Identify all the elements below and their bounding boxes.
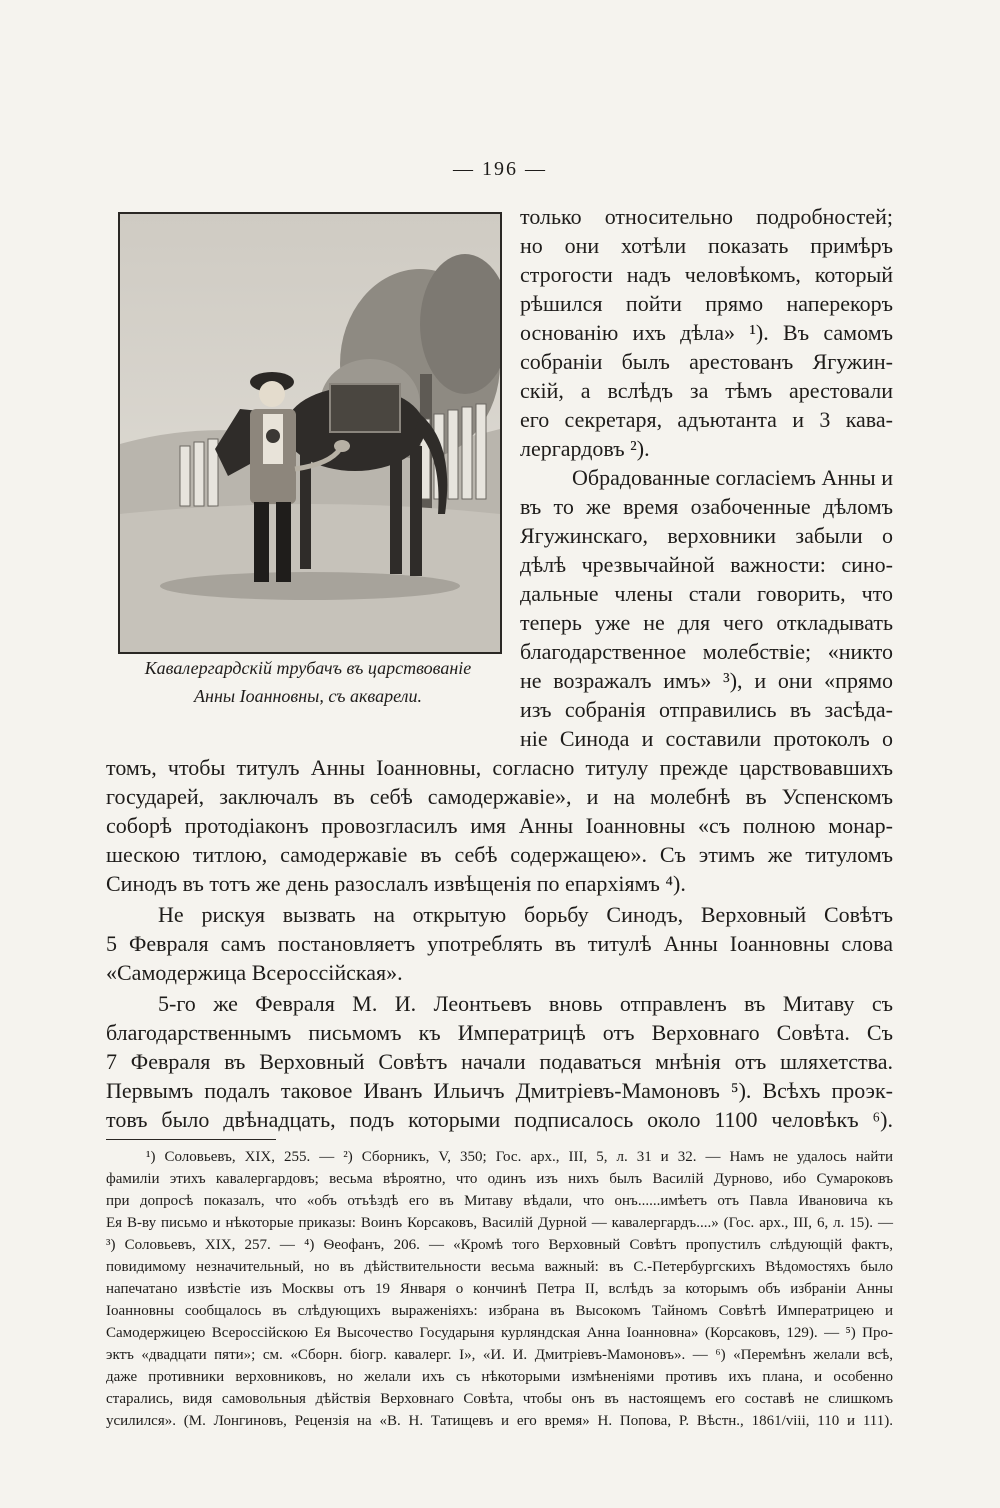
body-line: благодарственнымъ письмомъ къ Императрицѣ отъ Верховнаго Совѣта. Съ xyxy=(106,1020,893,1045)
footnote-line: Самодержицею Всероссійскою Ея Высочество Государыня курляндская Анна Іоанновна» (Корсаковъ, 129). — ⁵) Про- xyxy=(106,1325,893,1341)
body-line: томъ, чтобы титулъ Анны Іоанновны, согласно титулу прежде царствовавшихъ xyxy=(106,755,893,780)
column-line: строгости надъ человѣкомъ, который xyxy=(520,262,893,287)
footnote-line: старались, видя самовольныя дѣйствія Верховнаго Совѣта, чтобы онъ въ настоящемъ его составѣ не слишкомъ xyxy=(106,1391,893,1407)
body-line: товъ было двѣнадцать, подъ которыми подписалось около 1100 человѣкъ ⁶). xyxy=(106,1107,893,1132)
column-line: но они хотѣли показать примѣръ xyxy=(520,233,893,258)
column-line: рѣшился пойти прямо наперекоръ xyxy=(520,291,893,316)
column-line: Ягужинскаго, верховники забыли о xyxy=(520,523,893,548)
column-line: дѣлѣ чрезвычайной важности: сино- xyxy=(520,552,893,577)
column-line: ніе Синода и составили протоколъ о xyxy=(520,726,893,751)
body-line: государей, заключалъ въ себѣ самодержавіе», и на молебнѣ въ Успенскомъ xyxy=(106,784,893,809)
page-number: — 196 — xyxy=(453,158,547,180)
footnote-line: при допросѣ показалъ, что «объ отъѣздѣ его въ Митаву вѣдали, что онъ......имѣетъ отъ Павла Ивановича къ xyxy=(106,1193,893,1209)
body-line: Первымъ подалъ таковое Иванъ Ильичъ Дмитріевъ-Мамоновъ ⁵). Всѣхъ проэк- xyxy=(106,1078,893,1103)
column-line: основанію ихъ дѣла» ¹). Въ самомъ xyxy=(520,320,893,345)
footnote-rule xyxy=(106,1139,276,1140)
footnote-line: усилился». (М. Лонгиновъ, Рецензія на «В. Н. Татищевъ и его время» Н. Попова, Р. Вѣстн., 1861/viii, 110 и 111). xyxy=(106,1413,893,1429)
body-line: «Самодержица Всероссійская». xyxy=(106,960,403,985)
footnote-line: повидимому незначительный, но въ дѣйствительности весьма важный: въ С.-Петербургскихъ Вѣдомостяхъ было xyxy=(106,1259,893,1275)
footnote-line: эктъ «двадцати пяти»; см. «Сборн. біогр. кавалерг. I», «И. И. Дмитріевъ-Мамоновъ». — ⁶) «Перемѣнъ желали всѣ, xyxy=(106,1347,893,1363)
figure-caption-line-1: Кавалергардскій трубачъ въ царствованіе xyxy=(144,658,472,678)
column-line: Обрадованные согласіемъ Анны и xyxy=(572,465,893,490)
body-line: шескою титлою, самодержавіе въ себѣ содержащею». Съ этимъ же титуломъ xyxy=(106,842,893,867)
body-line: 7 Февраля въ Верховный Совѣтъ начали подаваться мнѣнія отъ шляхетства. xyxy=(106,1049,893,1074)
footnote-line: напечатано извѣстіе изъ Москвы отъ 19 Января о кончинѣ Петра II, вслѣдъ за которымъ объ избраніи Анны xyxy=(106,1281,893,1297)
column-line: лергардовъ ²). xyxy=(520,436,650,461)
column-line: собраніи былъ арестованъ Ягужин- xyxy=(520,349,893,374)
body-line: Синодъ въ тотъ же день разослалъ извѣщенія по епархіямъ ⁴). xyxy=(106,871,686,896)
column-line: благодарственное молебствіе; «никто xyxy=(520,639,893,664)
column-line: скій, а вслѣдъ за тѣмъ арестовали xyxy=(520,378,893,403)
figure-caption-line-2: Анны Іоанновны, съ акварели. xyxy=(194,686,422,706)
column-line: теперь уже не для чего откладывать xyxy=(520,610,893,635)
body-line: Не рискуя вызвать на открытую борьбу Синодъ, Верховный Совѣтъ xyxy=(158,902,893,927)
footnote-line: Іоанновны сообщалось въ слѣдующихъ выраженіяхъ: избрана въ Высокомъ Тайномъ Совѣтѣ Императрицею и xyxy=(106,1303,893,1319)
column-line: только относительно подробностей; xyxy=(520,204,893,229)
column-line: его секретаря, адъютанта и 3 кава- xyxy=(520,407,893,432)
illustration-trumpeter xyxy=(118,212,502,654)
column-line: въ то же время озабоченные дѣломъ xyxy=(520,494,893,519)
column-line: не возражалъ имъ» ³), и они «прямо xyxy=(520,668,893,693)
footnote-line: Ея В-ву письмо и нѣкоторые приказы: Воинъ Корсаковъ, Василій Дурной — кавалергардъ....» (Гос. арх., III, 6, л. 15). — xyxy=(106,1215,893,1231)
footnote-line: ¹) Соловьевъ, XIX, 255. — ²) Сборникъ, V, 350; Гос. арх., III, 5, л. 31 и 32. — Намъ не удалось найти xyxy=(146,1149,893,1165)
column-line: изъ собранія отправились въ засѣда- xyxy=(520,697,893,722)
body-line: 5-го же Февраля М. И. Леонтьевъ вновь отправленъ въ Митаву съ xyxy=(158,991,893,1016)
body-line: 5 Февраля самъ постановляетъ употреблять въ титулѣ Анны Іоанновны слова xyxy=(106,931,893,956)
footnote-line: даже противники верховниковъ, но желали ихъ съ нѣкоторыми измѣненіями противъ ихъ плана, и особенно xyxy=(106,1369,893,1385)
footnote-line: ³) Соловьевъ, XIX, 257. — ⁴) Ѳеофанъ, 206. — «Кромѣ того Верховный Совѣтъ пропустилъ слѣдующій фактъ, xyxy=(106,1237,893,1253)
footnote-line: фамиліи этихъ кавалергардовъ; весьма вѣроятно, что одинъ изъ нихъ былъ Василій Дурново, ибо Сумароковъ xyxy=(106,1171,893,1187)
column-line: дальные члены стали говорить, что xyxy=(520,581,893,606)
body-line: соборѣ протодіаконъ провозгласилъ имя Анны Іоанновны «съ полною монар- xyxy=(106,813,893,838)
